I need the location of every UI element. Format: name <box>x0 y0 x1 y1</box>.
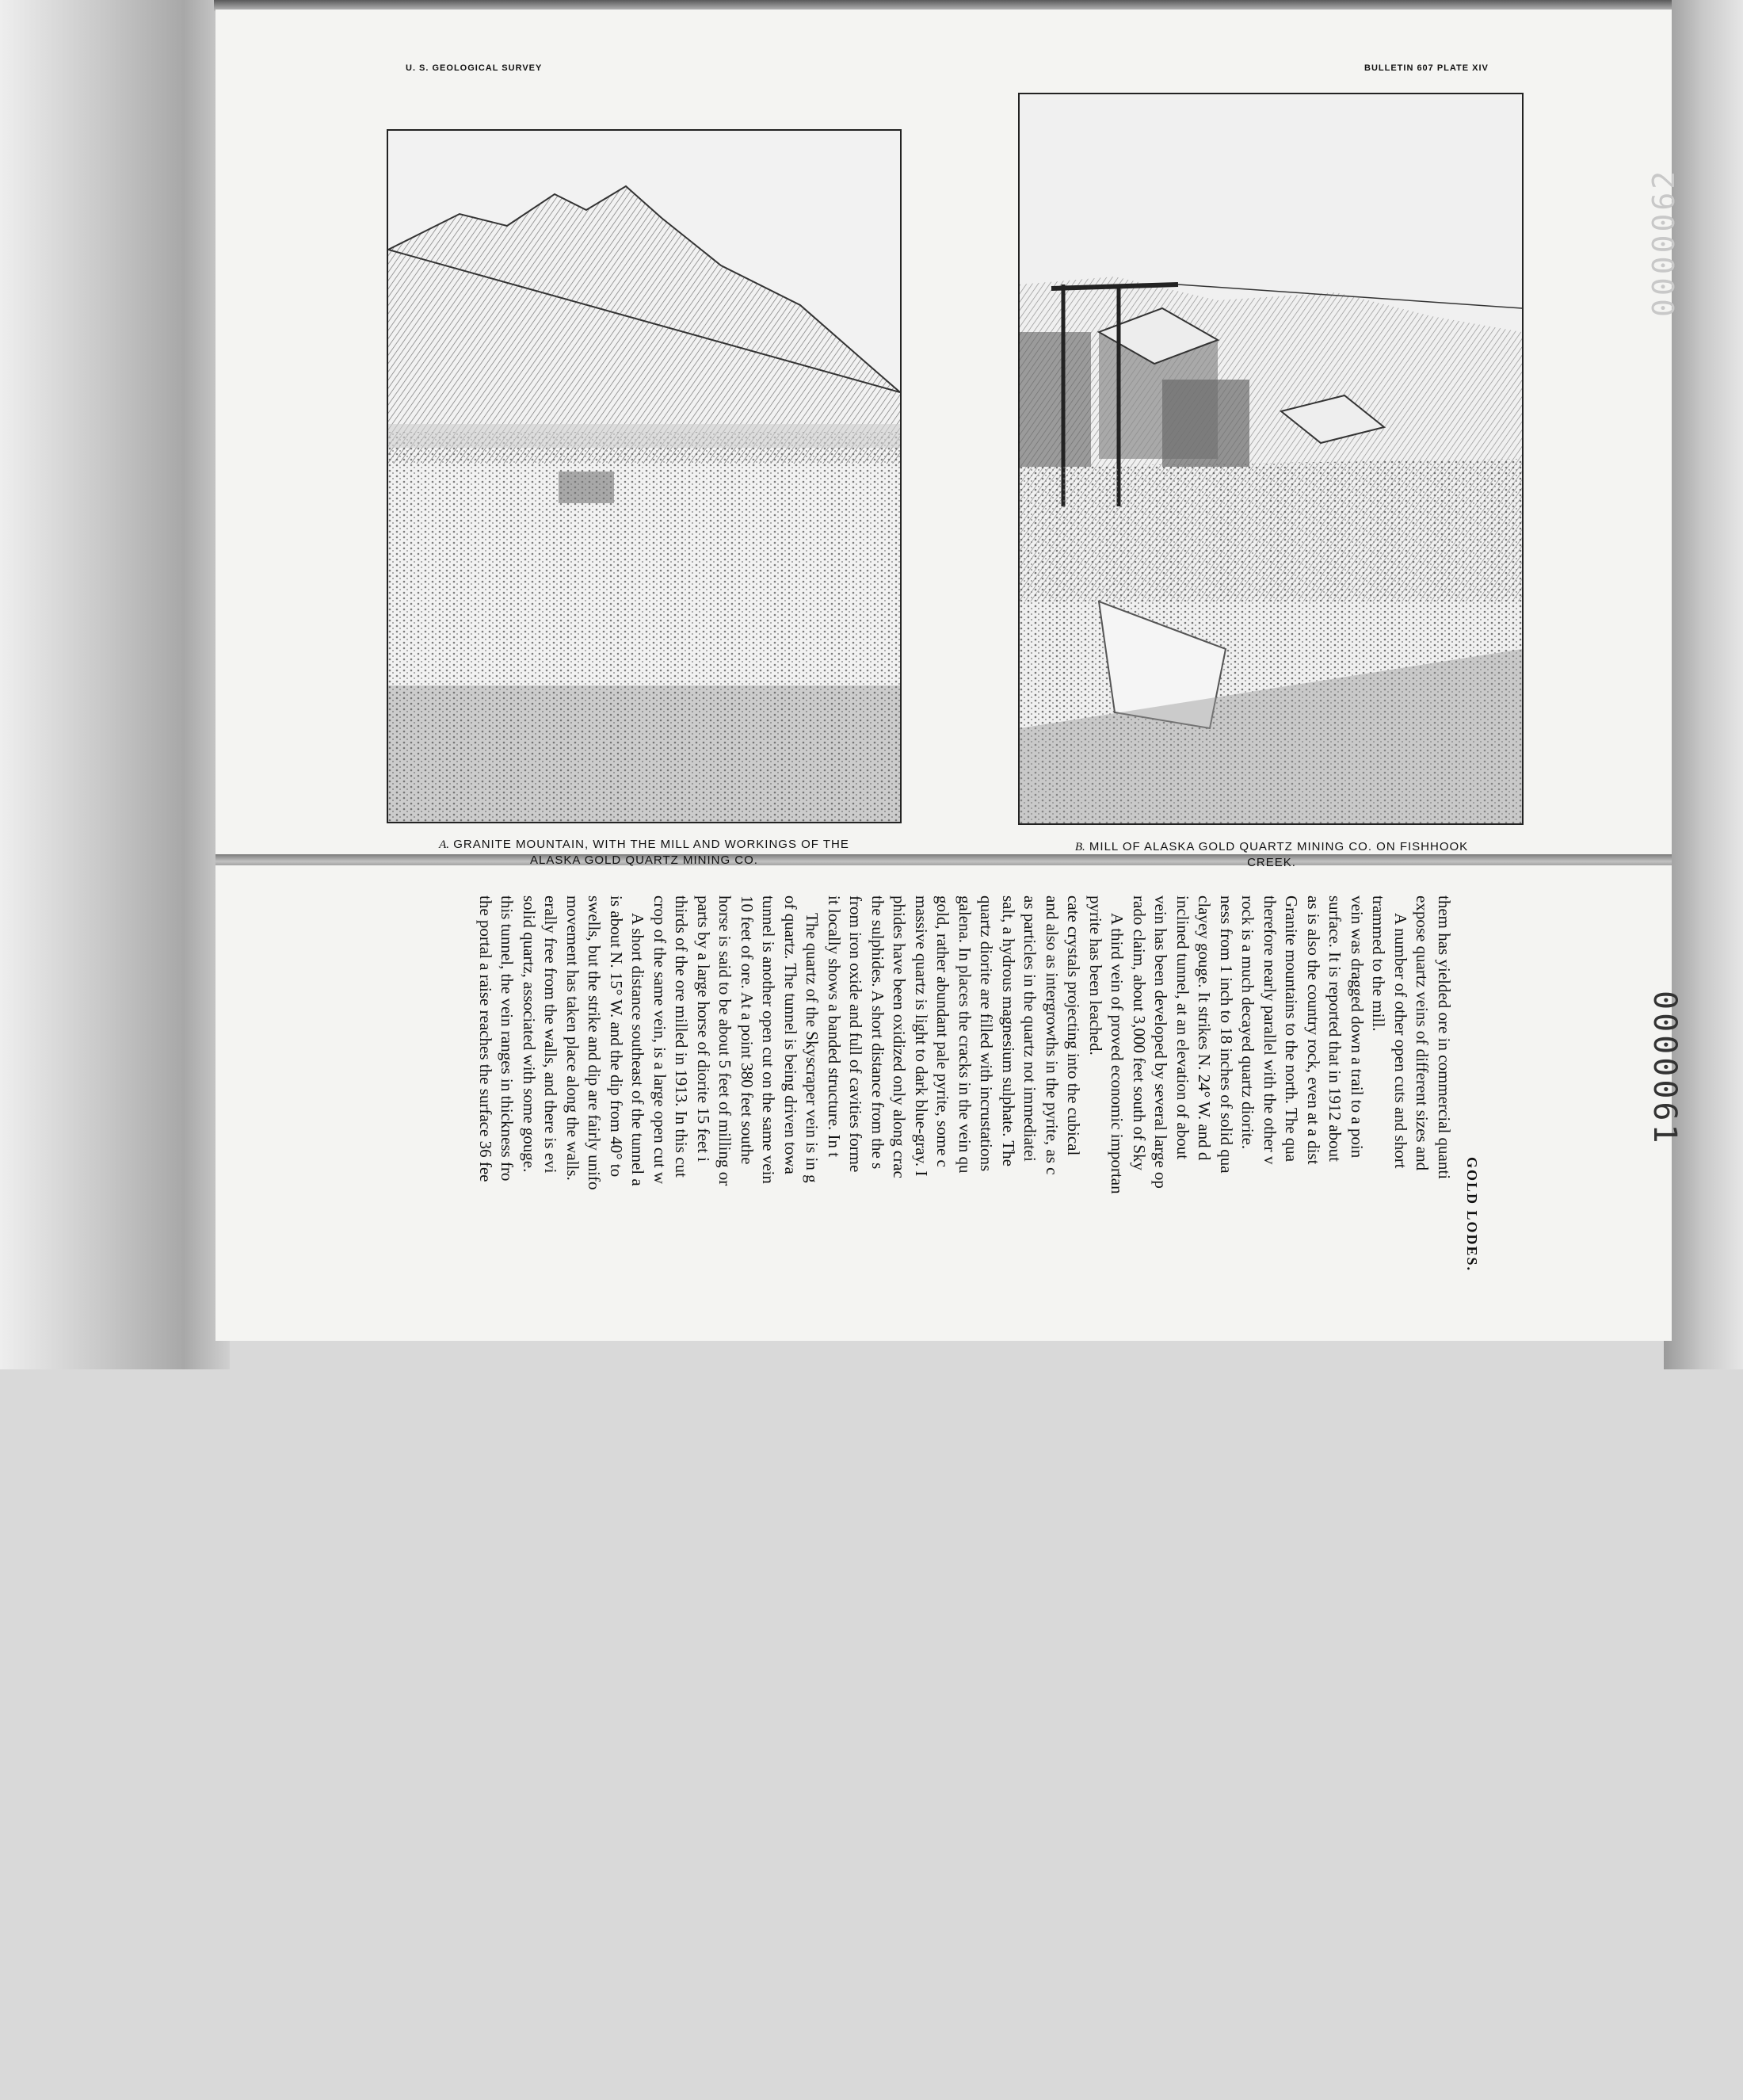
caption-plate-b <box>1020 839 1523 871</box>
body-line: gold, rather abundant pale pyrite, some c <box>933 895 953 1167</box>
body-line: rock is a much decayed quartz diorite. <box>1238 895 1258 1150</box>
body-line: is about N. 15° W. and the dip from 40° to <box>607 895 626 1178</box>
body-line: erally free from the walls, and there is evi <box>541 895 561 1174</box>
body-line: galena. In places the cracks in the vein qu <box>955 895 974 1174</box>
body-line: salt, a hydrous magnesium sulphate. The <box>999 895 1018 1166</box>
body-line: parts by a large horse of diorite 15 feet i <box>694 895 713 1163</box>
body-line: from iron oxide and full of cavities forme <box>846 895 866 1173</box>
body-line: surface. It is reported that in 1912 about <box>1325 895 1345 1162</box>
body-line: 10 feet of ore. At a point 380 feet southe <box>738 895 757 1165</box>
body-line: quartz diorite are filled with incrustations <box>977 895 997 1172</box>
body-line: trammed to the mill. <box>1369 895 1389 1032</box>
body-line: ness from 1 inch to 18 inches of solid qua <box>1217 895 1236 1174</box>
body-line: it locally shows a banded structure. In t <box>825 895 844 1158</box>
body-line: horse is said to be about 5 feet of milling or <box>715 895 735 1186</box>
body-line: swells, but the strike and dip are fairly unifo <box>585 895 605 1190</box>
body-line: The quartz of the Skyscraper vein is in g <box>803 913 822 1183</box>
scanner-shadow-left <box>0 0 230 1369</box>
body-line: and also as intergrowths in the pyrite, as c <box>1043 895 1062 1175</box>
body-line: the sulphides. A short distance from the s <box>868 895 887 1170</box>
body-line: A third vein of proved economic importan <box>1108 913 1127 1194</box>
body-line: movement has taken place along the walls. <box>563 895 582 1181</box>
caption-b-label: B. <box>1074 841 1085 853</box>
body-line: vein has been developed by several large op <box>1151 895 1171 1189</box>
running-head: GOLD LODES. <box>1464 1157 1480 1273</box>
body-line: crop of the same vein, is a large open cut w <box>650 895 669 1185</box>
body-line: of quartz. The tunnel is being driven towa <box>781 895 800 1174</box>
faint-stamp-number: 0000062 <box>1646 167 1681 317</box>
body-line: this tunnel, the vein ranges in thickness fro <box>498 895 517 1182</box>
photo-mill-fishhook-creek <box>1018 93 1524 825</box>
caption-b-line2: CREEK. <box>1247 856 1296 869</box>
caption-a-line2: ALASKA GOLD QUARTZ MINING CO. <box>530 853 758 867</box>
body-line: inclined tunnel, at an elevation of about <box>1173 895 1192 1159</box>
body-line: tunnel is another open cut on the same vein <box>759 895 779 1184</box>
caption-a-label: A. <box>439 838 450 851</box>
body-line: cate crystals projecting into the cubical <box>1064 895 1084 1156</box>
body-line: rado claim, about 3,000 feet south of Sky <box>1130 895 1149 1171</box>
body-line: A number of other open cuts and short <box>1391 913 1410 1169</box>
body-line: pyrite has been leached. <box>1086 895 1105 1056</box>
header-left: U. S. GEOLOGICAL SURVEY <box>406 63 543 73</box>
body-line: expose quartz veins of different sizes and <box>1413 895 1432 1171</box>
body-line: clayey gouge. It strikes N. 24° W. and d <box>1195 895 1215 1161</box>
caption-a-line1: GRANITE MOUNTAIN, WITH THE MILL AND WORKINGS OF THE <box>453 838 849 851</box>
stamp-number: 0000061 <box>1646 991 1683 1147</box>
photo-granite-mountain <box>387 129 902 823</box>
body-line: as particles in the quartz not immediatei <box>1020 895 1040 1162</box>
header-right: BULLETIN 607 PLATE XIV <box>1364 63 1489 73</box>
body-line: Granite mountains to the north. The qua <box>1282 895 1302 1163</box>
rotated-body-text <box>476 895 1489 2100</box>
body-line: therefore nearly parallel with the other v <box>1261 895 1280 1165</box>
body-line: thirds of the ore milled in 1913. In this cut <box>672 895 692 1178</box>
body-line: the portal a raise reaches the surface 36 fee <box>476 895 495 1182</box>
body-line: vein was dragged down a trail to a poin <box>1348 895 1367 1159</box>
body-line: solid quartz, associated with some gouge. <box>520 895 539 1173</box>
body-line: massive quartz is light to dark blue-gray. I <box>912 895 931 1177</box>
body-line: phides have been oxidized only along crac <box>890 895 910 1178</box>
caption-b-line1: MILL OF ALASKA GOLD QUARTZ MINING CO. ON FISHHOOK <box>1089 840 1469 853</box>
body-line: them has yielded ore in commercial quanti <box>1435 895 1454 1180</box>
body-line: as is also the country rock, even at a dist <box>1304 895 1323 1165</box>
body-line: A short distance southeast of the tunnel a <box>628 913 648 1186</box>
body-column <box>475 895 1455 2100</box>
caption-plate-a <box>388 837 900 869</box>
